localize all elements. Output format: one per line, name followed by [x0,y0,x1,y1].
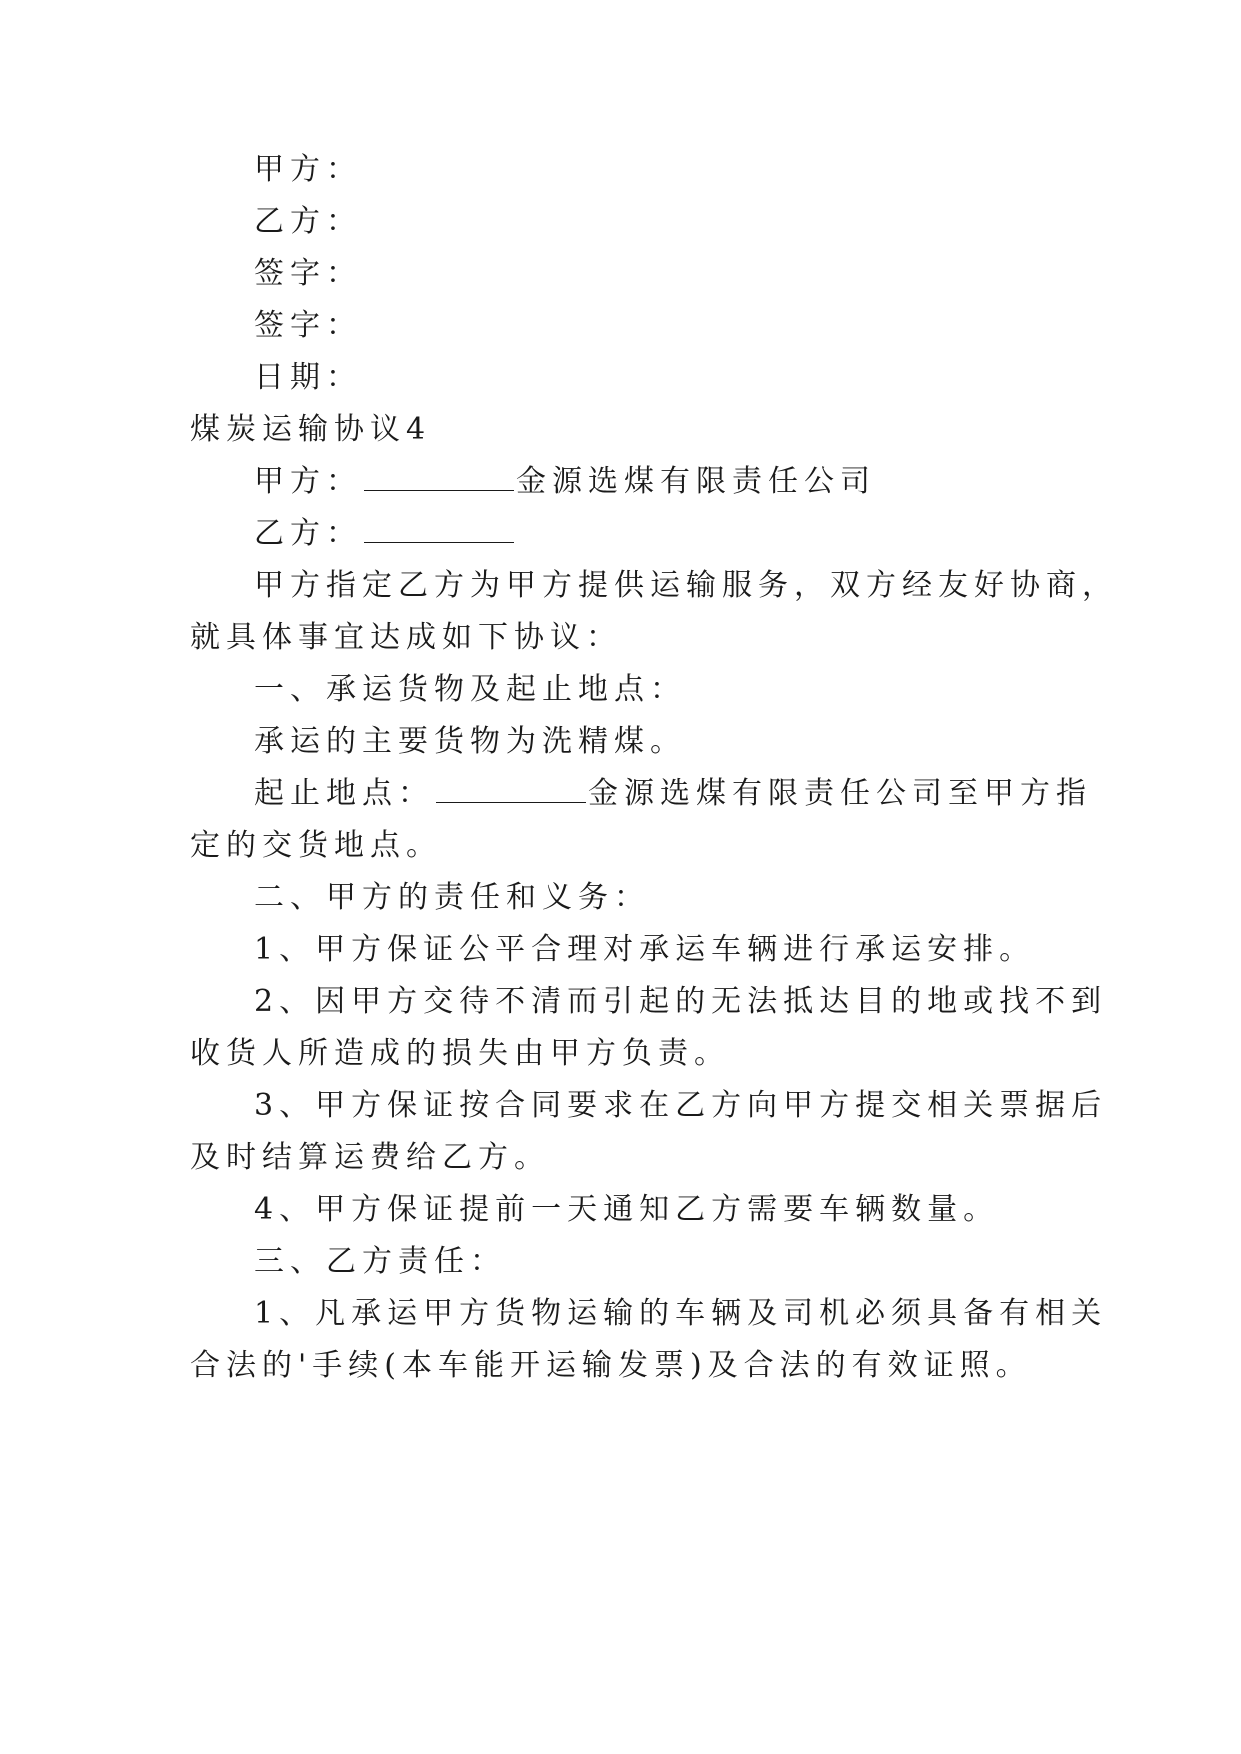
party-a-line [254,462,876,502]
party-b-label: 乙方： [254,516,362,551]
party-a-blank [364,462,514,491]
signature-sign-a: 签字： [254,256,362,291]
document-title: 煤炭运输协议4 [190,412,432,447]
party-a-label: 甲方： [254,464,362,499]
section-1-route-line [254,774,1092,814]
signature-sign-b: 签字： [254,308,362,343]
section-1-route-line-2: 定的交货地点。 [190,828,442,863]
route-label: 起止地点： [254,776,434,811]
route-rest: 金源选煤有限责任公司至甲方指 [588,776,1092,811]
section-2-item-4: 4、甲方保证提前一天通知乙方需要车辆数量。 [254,1192,1000,1227]
section-2-item-1: 1、甲方保证公平合理对承运车辆进行承运安排。 [254,932,1036,967]
section-2-heading: 二、甲方的责任和义务： [254,880,650,915]
party-a-name: 金源选煤有限责任公司 [516,464,876,499]
section-2-item-3-line-1: 3、甲方保证按合同要求在乙方向甲方提交相关票据后 [254,1088,1108,1123]
intro-line-2: 就具体事宜达成如下协议： [190,620,622,655]
intro-line-1: 甲方指定乙方为甲方提供运输服务，双方经友好协商， [254,568,1118,603]
signature-date: 日期： [254,360,362,395]
section-1-goods: 承运的主要货物为洗精煤。 [254,724,686,759]
signature-party-a: 甲方： [254,152,362,187]
section-2-item-3-line-2: 及时结算运费给乙方。 [190,1140,550,1175]
section-1-heading: 一、承运货物及起止地点： [254,672,686,707]
section-3-heading: 三、乙方责任： [254,1244,506,1279]
signature-party-b: 乙方： [254,204,362,239]
section-2-item-2-line-1: 2、因甲方交待不清而引起的无法抵达目的地或找不到 [254,984,1108,1019]
party-b-line [254,514,516,554]
party-b-blank [364,514,514,543]
route-blank [436,774,586,803]
section-3-item-1-line-2: 合法的'手续(本车能开运输发票)及合法的有效证照。 [190,1348,1032,1383]
section-3-item-1-line-1: 1、凡承运甲方货物运输的车辆及司机必须具备有相关 [254,1296,1108,1331]
section-2-item-2-line-2: 收货人所造成的损失由甲方负责。 [190,1036,730,1071]
